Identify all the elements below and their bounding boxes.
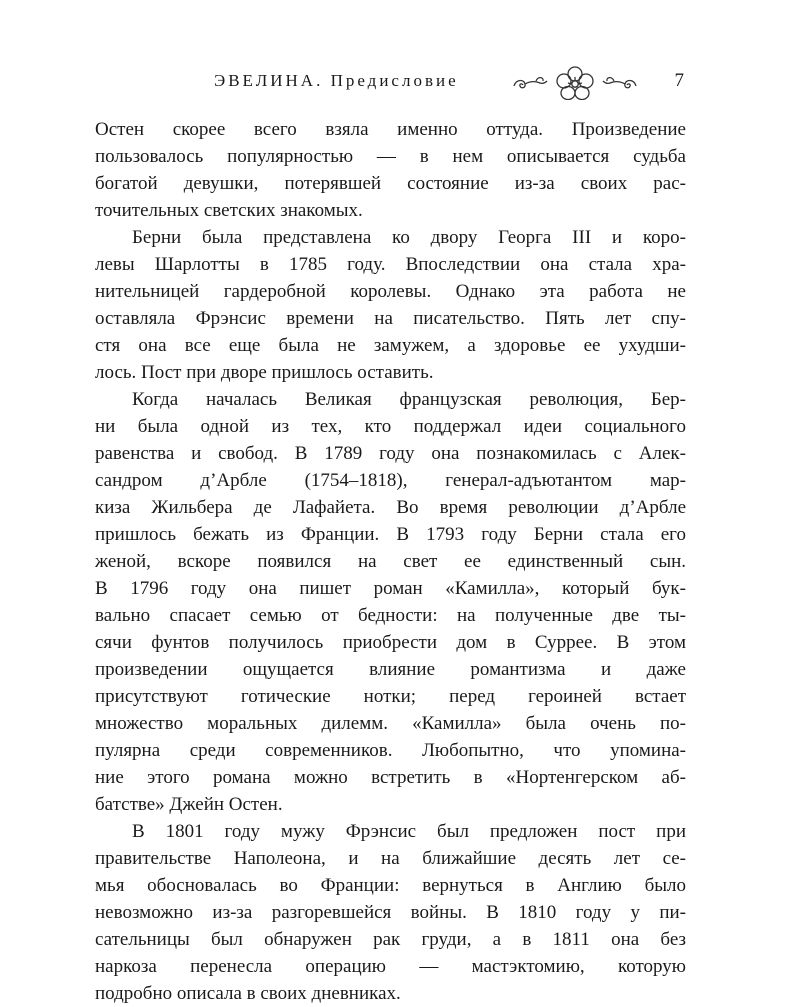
text-line: наркоза перенесла операцию — мастэктомию, которую	[95, 956, 686, 977]
text-line: подробно описала в своих дневниках.	[95, 983, 401, 1004]
text-line: Берни была представлена ко двору Георга III и коро-	[132, 227, 686, 248]
text-line: сячи фунтов получилось приобрести дом в Суррее. В этом	[95, 632, 686, 653]
text-line: стя она все еще была не замужем, а здоровье ее ухудши-	[95, 335, 686, 356]
flower-ornament-icon	[510, 66, 640, 100]
page-number: 7	[674, 70, 684, 91]
text-line: богатой девушки, потерявшей состояние из-за своих рас-	[95, 173, 686, 194]
text-line: присутствуют готические нотки; перед героиней встает	[95, 686, 686, 707]
text-line: пришлось бежать из Франции. В 1793 году Берни стала его	[95, 524, 686, 545]
text-line: ние этого романа можно встретить в «Нортенгерском аб-	[95, 767, 686, 788]
text-line: Остен скорее всего взяла именно оттуда. Произведение	[95, 119, 686, 140]
text-line: ни была одной из тех, кто поддержал идеи социального	[95, 416, 686, 437]
text-line: киза Жильбера де Лафайета. Во время революции д’Арбле	[95, 497, 686, 518]
text-line: Когда началась Великая французская революция, Бер-	[132, 389, 686, 410]
text-line: точительных светских знакомых.	[95, 200, 363, 221]
text-line: В 1796 году она пишет роман «Камилла», который бук-	[95, 578, 686, 599]
text-line: оставляла Фрэнсис времени на писательство. Пять лет спу-	[95, 308, 686, 329]
text-line: левы Шарлотты в 1785 году. Впоследствии она стала хра-	[95, 254, 686, 275]
text-line: правительстве Наполеона, и на ближайшие десять лет се-	[95, 848, 686, 869]
text-line: женой, вскоре появился на свет ее единственный сын.	[95, 551, 686, 572]
text-line: вально спасает семью от бедности: на полученные две ты-	[95, 605, 686, 626]
text-line: лось. Пост при дворе пришлось оставить.	[95, 362, 434, 383]
text-line: сандром д’Арбле (1754–1818), генерал-адъютантом мар-	[95, 470, 686, 491]
text-line: батстве» Джейн Остен.	[95, 794, 283, 815]
text-line: произведении ощущается влияние романтизма и даже	[95, 659, 686, 680]
text-line: пользовалось популярностью — в нем описывается судьба	[95, 146, 686, 167]
text-line: сательницы был обнаружен рак груди, а в 1811 она без	[95, 929, 686, 950]
text-line: пулярна среди современников. Любопытно, что упомина-	[95, 740, 686, 761]
text-line: множество моральных дилемм. «Камилла» была очень по-	[95, 713, 686, 734]
running-head	[214, 66, 684, 100]
text-line: равенства и свобод. В 1789 году она познакомилась с Алек-	[95, 443, 686, 464]
running-head-title: ЭВЕЛИНА. Предисловие	[214, 71, 459, 90]
text-line: нительницей гардеробной королевы. Однако эта работа не	[95, 281, 686, 302]
text-line: мья обосновалась во Франции: вернуться в Англию было	[95, 875, 686, 896]
body-text	[95, 116, 686, 1007]
text-line: В 1801 году мужу Фрэнсис был предложен пост при	[132, 821, 686, 842]
text-line: невозможно из-за разгоревшейся войны. В 1810 году у пи-	[95, 902, 686, 923]
